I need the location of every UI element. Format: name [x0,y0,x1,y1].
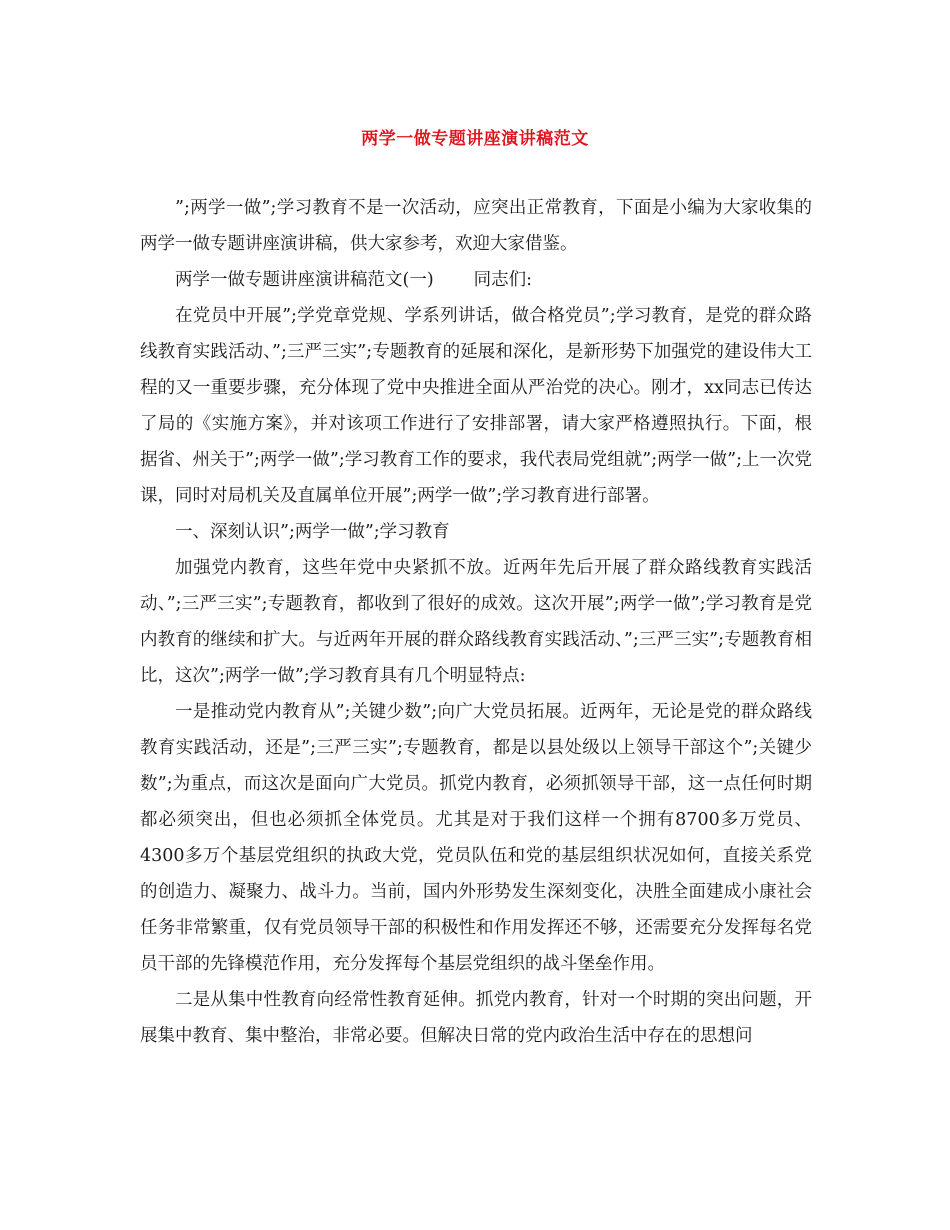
document-title: 两学一做专题讲座演讲稿范文 [361,129,589,149]
body-paragraph: 在党员中开展”;学党章党规、学系列讲话，做合格党员”;学习教育，是党的群众路线教育实践活动、”;三严三实”;专题教育的延展和深化，是新形势下加强党的建设伟大工程的又一重要步骤，充分体现了党中央推进全面从严治党的决心。刚才，xx同志已传达了局的《实施方案》，并对该项工作进行了安排部署，请大家严格遵照执行。下面，根据省、州关于”;两学一做”;学习教育工作的要求，我代表局党组就”;两学一做”;上一次党课，同时对局机关及直属单位开展”;两学一做”;学习教育进行部署。 [140,306,812,506]
section-heading: 一、深刻认识”;两学一做”;学习教育 [175,522,450,542]
document-body [140,190,812,1054]
body-paragraph: 一是推动党内教育从”;关键少数”;向广大党员拓展。近两年，无论是党的群众路线教育实践活动，还是”;三严三实”;专题教育，都是以县处级以上领导干部这个”;关键少数”;为重点，而这次是面向广大党员。抓党内教育，必须抓领导干部，这一点任何时期都必须突出，但也必须抓全体党员。尤其是对于我们这样一个拥有8700多万党员、4300多万个基层党组织的执政大党，党员队伍和党的基层组织状况如何，直接关系党的创造力、凝聚力、战斗力。当前，国内外形势发生深刻变化，决胜全面建成小康社会任务非常繁重，仅有党员领导干部的积极性和作用发挥还不够，还需要充分发挥每名党员干部的先锋模范作用，充分发挥每个基层党组织的战斗堡垒作用。 [140,702,812,974]
section-heading-line [140,262,812,298]
salutation: 同志们: [473,270,533,290]
body-paragraph: 加强党内教育，这些年党中央紧抓不放。近两年先后开展了群众路线教育实践活动、”;三严三实”;专题教育，都收到了很好的成效。这次开展”;两学一做”;学习教育是党内教育的继续和扩大。与近两年开展的群众路线教育实践活动、”;三严三实”;专题教育相比，这次”;两学一做”;学习教育具有几个明显特点: [140,558,812,686]
intro-paragraph: ”;两学一做”;学习教育不是一次活动，应突出正常教育，下面是小编为大家收集的两学一做专题讲座演讲稿，供大家参考，欢迎大家借鉴。 [140,198,812,254]
body-paragraph: 二是从集中性教育向经常性教育延伸。抓党内教育，针对一个时期的突出问题，开展集中教育、集中整治，非常必要。但解决日常的党内政治生活中存在的思想问 [140,990,812,1046]
speech-title: 两学一做专题讲座演讲稿范文(一) [175,270,434,290]
